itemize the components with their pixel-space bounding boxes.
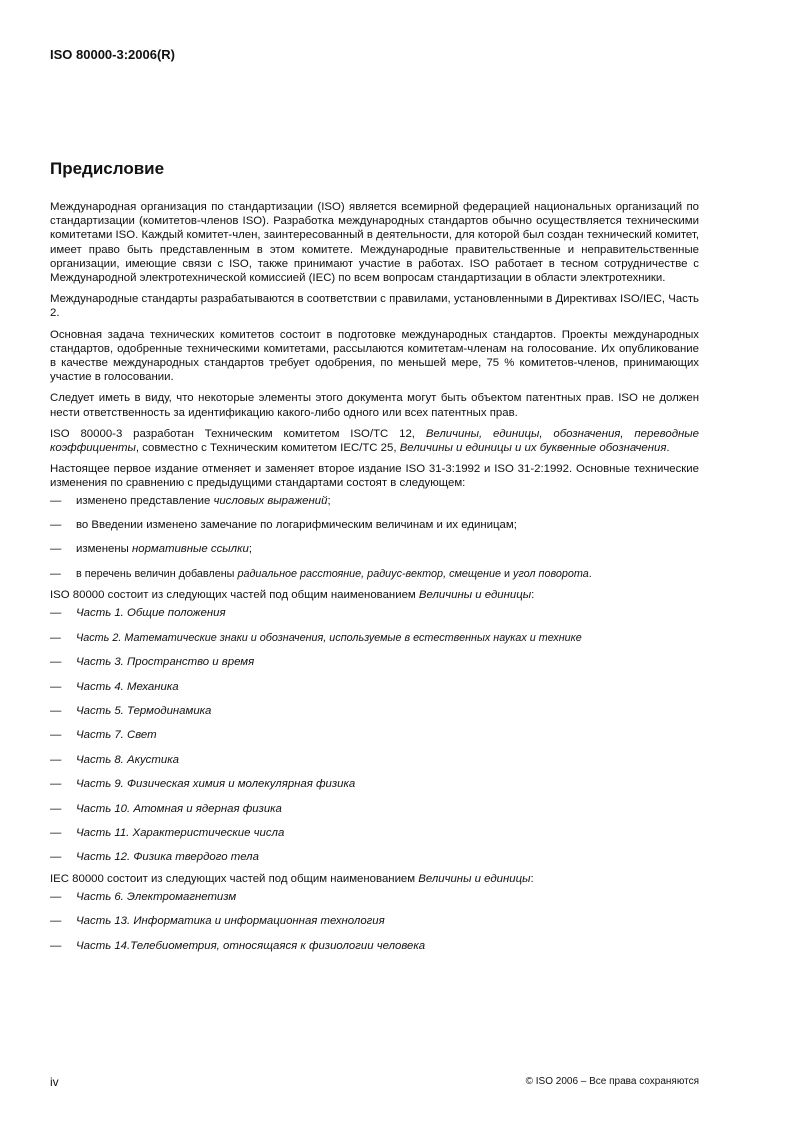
paragraph-patent-rights: Следует иметь в виду, что некоторые элементы этого документа могут быть объектом патентных прав. ISO не должен нести ответственность за идентификацию какого-либо одного или всех патентных прав. [50, 392, 699, 419]
list-item [50, 914, 699, 938]
dash-mark: — [50, 704, 62, 717]
list-item [50, 606, 699, 630]
part-title: Часть 12. Физика твердого тела [76, 851, 259, 864]
dash-mark: — [50, 631, 61, 644]
part-title: Часть 3. Пространство и время [76, 656, 255, 669]
list-item-text: изменено представление числовых выражений; [76, 494, 331, 507]
dash-mark: — [50, 680, 62, 693]
paragraph-tc-task: Основная задача технических комитетов состоит в подготовке международных стандартов. Проекты международных стандартов, одобренные техническими комитетами, рассылаются комитетам-членам на голосование. Их опубликование в качестве международных стандартов требует одобрения, по меньшей мере, 75 % комитетов-членов, принимающих участие в голосовании. [50, 328, 699, 384]
part-title: Часть 8. Акустика [76, 753, 179, 766]
list-item [50, 777, 699, 801]
dash-mark: — [50, 607, 62, 620]
list-item [50, 542, 699, 566]
prepared-by-text-3: . [666, 442, 670, 455]
part-title: Часть 5. Термодинамика [76, 704, 212, 717]
part-title: Часть 14.Телебиометрия, относящаяся к физиологии человека [76, 939, 426, 952]
list-item [50, 631, 699, 655]
page-title: Предисловие [50, 159, 165, 178]
part-title: Часть 4. Механика [76, 680, 179, 693]
iso-parts-list [50, 606, 699, 874]
dash-mark: — [50, 519, 62, 532]
part-title: Часть 10. Атомная и ядерная физика [76, 802, 282, 815]
paragraph-directives: Международные стандарты разрабатываются в соответствии с правилами, установленными в Директивах ISO/IEC, Часть 2. [50, 293, 699, 320]
paragraph-edition: Настоящее первое издание отменяет и заменяет второе издание ISO 31-3:1992 и ISO 31-2:1992. Основные технические изменения по сравнению с предыдущими стандартами состоят в следующем: [50, 463, 699, 490]
dash-mark: — [50, 802, 62, 815]
list-item [50, 753, 699, 777]
part-title: Часть 7. Свет [76, 729, 157, 742]
prepared-by-text-1: ISO 80000-3 разработан Техническим комитетом ISO/TC 12, [50, 427, 426, 440]
tc12-title: Величины, единицы, обозначения, переводные коэффициенты [50, 427, 699, 455]
dash-mark: — [50, 494, 62, 507]
list-item [50, 826, 699, 850]
list-item [50, 890, 699, 914]
changes-list [50, 494, 699, 592]
list-item-text: в перечень величин добавлены радиальное расстояние, радиус-вектор, смещение и угол поворота. [76, 567, 592, 580]
dash-mark: — [50, 826, 62, 839]
series-title: Величины и единицы [418, 872, 531, 885]
list-item [50, 939, 699, 963]
list-item [50, 704, 699, 728]
list-item [50, 518, 699, 542]
paragraph-prepared-by [50, 427, 699, 455]
foreword-body [50, 200, 699, 963]
list-item [50, 655, 699, 679]
dash-mark: — [50, 543, 62, 556]
list-item-text: изменены нормативные ссылки; [76, 543, 252, 556]
iec-parts-list [50, 890, 699, 963]
dash-mark: — [50, 915, 62, 928]
copyright-notice: © ISO 2006 – Все права сохраняются [525, 1076, 699, 1087]
part-title: Часть 2. Математические знаки и обозначения, используемые в естественных науках и технике [76, 631, 582, 644]
page-number: iv [50, 1075, 59, 1089]
list-item [50, 680, 699, 704]
list-item-text: во Введении изменено замечание по логарифмическим величинам и их единицам; [76, 519, 517, 532]
part-title: Часть 11. Характеристические числа [76, 826, 285, 839]
document-id: ISO 80000-3:2006(R) [50, 47, 176, 62]
dash-mark: — [50, 567, 61, 580]
part-title: Часть 6. Электромагнетизм [76, 890, 237, 903]
paragraph-iso-parts-intro: ISO 80000 состоит из следующих частей под общим наименованием Величины и единицы: [50, 589, 535, 602]
tc25-title: Величины и единицы и их буквенные обозначения [399, 442, 667, 455]
dash-mark: — [50, 778, 62, 791]
dash-mark: — [50, 939, 62, 952]
dash-mark: — [50, 656, 62, 669]
list-item [50, 494, 699, 518]
dash-mark: — [50, 729, 62, 742]
dash-mark: — [50, 851, 62, 864]
paragraph-iso-federation: Международная организация по стандартизации (ISO) является всемирной федерацией национальных организаций по стандартизации (комитетов-членов ISO). Разработка международных стандартов обычно осуществляется техническими комитетами ISO. Каждый комитет-член, заинтересованный в деятельности, для которой был создан технический комитет, имеет право быть представленным в этом комитете. Международные правительственные и неправительственные организации, имеющие связи с ISO, также принимают участие в работах. ISO работает в тесном сотрудничестве с Международной электротехнической комиссией (IEC) по всем вопросам стандартизации в области электротехники. [50, 201, 699, 285]
list-item [50, 802, 699, 826]
prepared-by-text-2: , совместно с Техническим комитетом IEC/TC 25, [135, 442, 400, 455]
list-item [50, 728, 699, 752]
part-title: Часть 9. Физическая химия и молекулярная физика [76, 778, 356, 791]
part-title: Часть 13. Информатика и информационная технология [76, 915, 385, 928]
paragraph-iec-parts-intro: IEC 80000 состоит из следующих частей под общим наименованием Величины и единицы: [50, 872, 534, 885]
series-title: Величины и единицы [418, 589, 532, 602]
part-title: Часть 1. Общие положения [76, 607, 226, 620]
dash-mark: — [50, 753, 62, 766]
dash-mark: — [50, 890, 62, 903]
